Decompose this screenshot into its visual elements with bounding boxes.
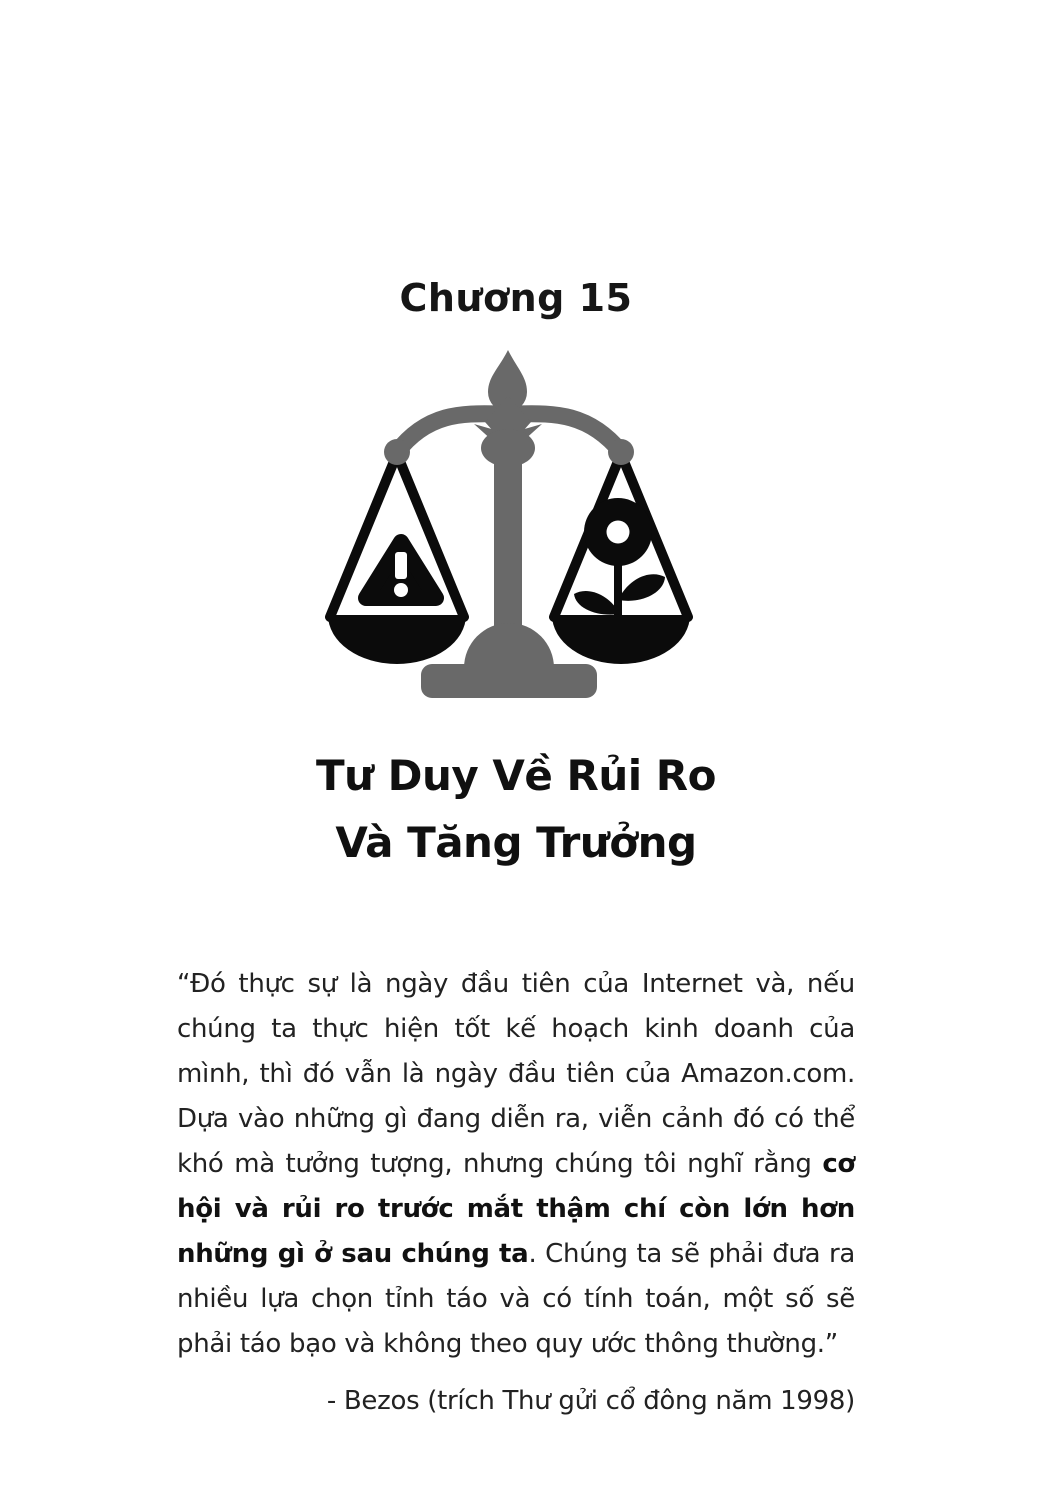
quote-bold-run: cơ hội và rủi ro trước mắt thậm chí còn lớn hơn những gì ở sau chúng ta <box>177 1149 855 1269</box>
chapter-title-line2: Và Tăng Trưởng <box>335 818 697 867</box>
right-pan-bowl <box>552 615 690 664</box>
chapter-label: Chương 15 <box>399 276 633 320</box>
chapter-title-line1: Tư Duy Về Rủi Ro <box>315 751 716 800</box>
balance-scale-svg <box>316 346 716 708</box>
warning-icon <box>366 542 436 598</box>
scale-foot-dome <box>464 623 554 668</box>
quote-attribution: - Bezos (trích Thư gửi cổ đông năm 1998) <box>326 1386 855 1416</box>
scale-left-pan <box>328 454 466 664</box>
left-pan-bowl <box>328 615 466 664</box>
balance-scale-illustration <box>316 346 716 708</box>
left-pivot <box>384 439 410 465</box>
quote-paragraph <box>177 962 855 1367</box>
quote-lead: “Đó thực sự là ngày đầu tiên của Internet và, nếu chúng ta thực hiện tốt kế hoạch kinh doanh của mình, thì đó vẫn là ngày đầu tiên của Amazon.com. Dựa vào những gì đang diễn ra, viễn cảnh đó có thể khó mà tưởng tượng, nhưng chúng tôi nghĩ rằng <box>177 969 855 1179</box>
scale-base <box>421 664 597 698</box>
right-pivot <box>608 439 634 465</box>
scale-right-pan <box>552 454 690 664</box>
chapter-title <box>0 742 1032 876</box>
quote-tail: . Chúng ta sẽ phải đưa ra nhiều lựa chọn tỉnh táo và có tính toán, một số sẽ phải táo bạo và không theo quy ước thông thường.” <box>177 1239 856 1359</box>
